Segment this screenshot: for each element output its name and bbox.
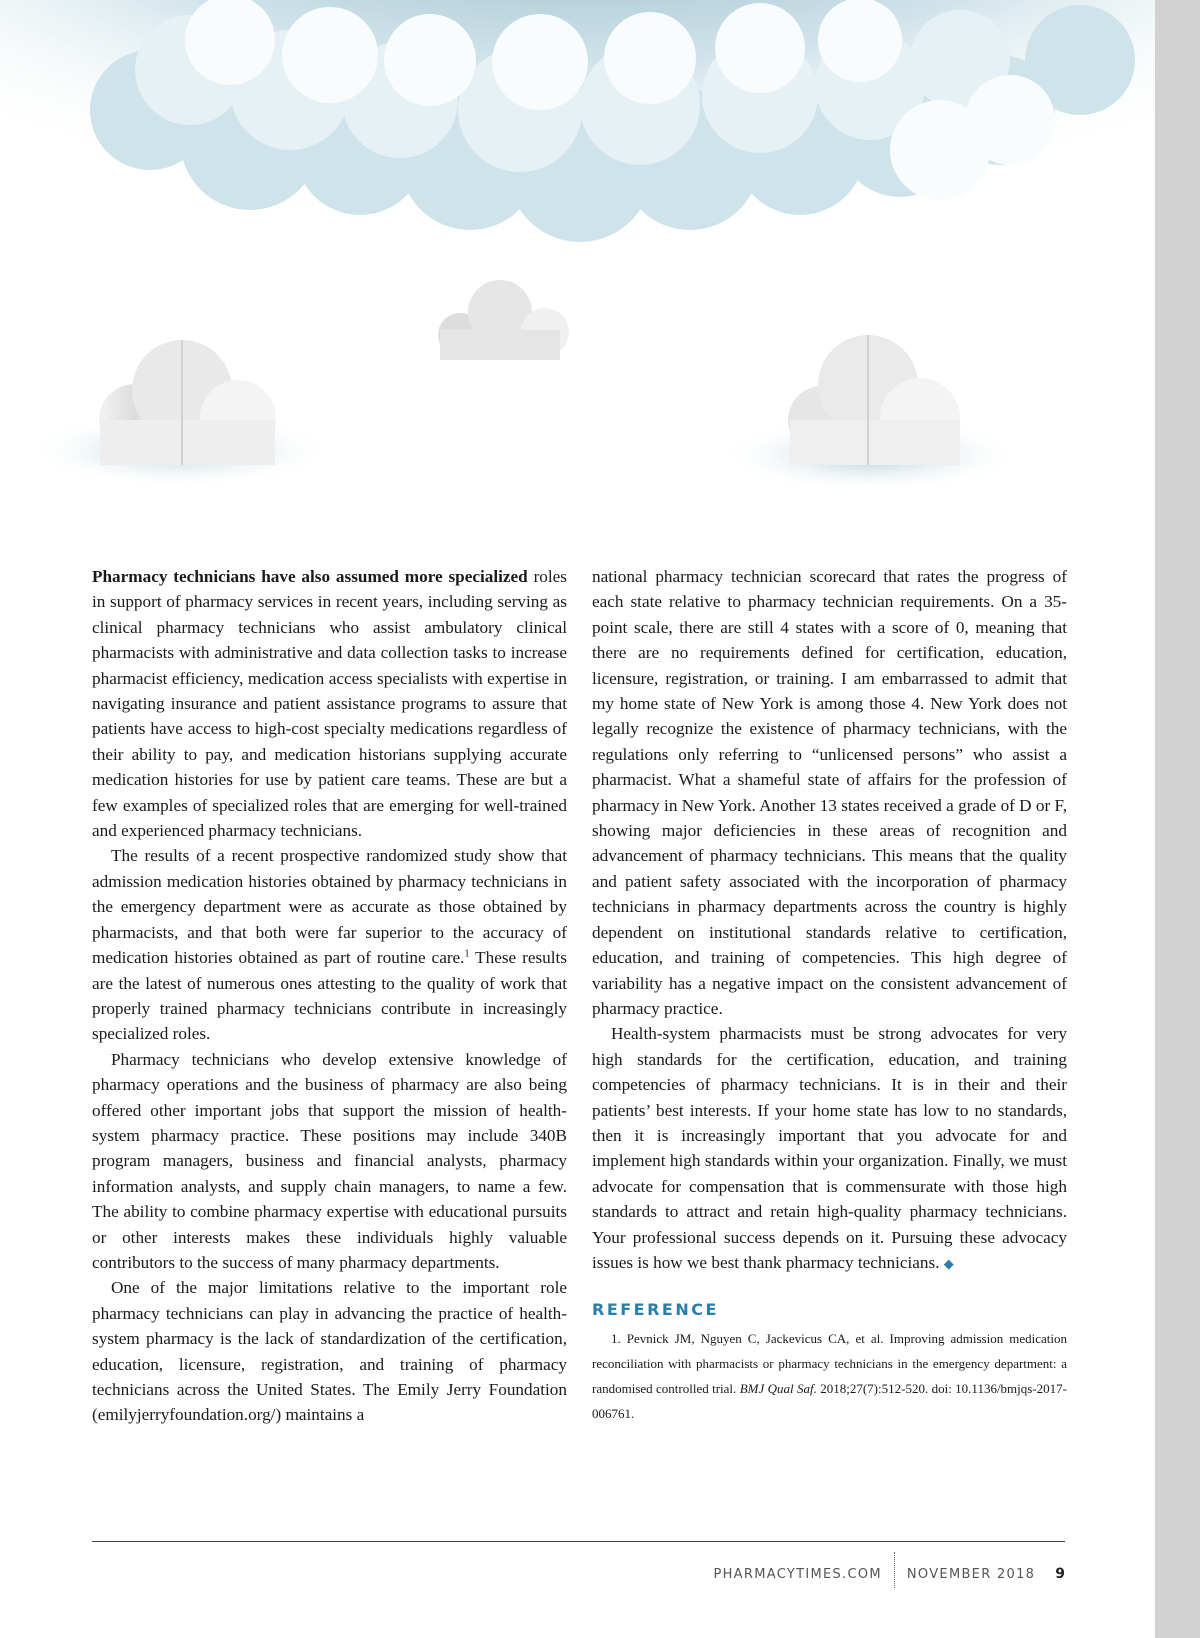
- footer-site: PHARMACYTIMES.COM: [713, 1566, 882, 1582]
- article-right-column: [592, 564, 1067, 1426]
- paragraph: national pharmacy technician scorecard that rates the progress of each state relative to pharmacy technician requirements. On a 35-point scale, there are still 4 states with a score of 0, meaning that there are no requirements defined for certification, education, licensure, registration, or training. I am embarrassed to admit that my home state of New York is among those 4. New York does not legally recognize the existence of pharmacy technicians, with the regulations only referring to “unlicensed persons” who assist a pharmacist. What a shameful state of affairs for the profession of pharmacy in New York. Another 13 states received a grade of D or F, showing major deficiencies in these areas of recognition and advancement of pharmacy technicians. This means that the quality and patient safety associated with the incorporation of pharmacy technicians in pharmacy departments across the country is highly dependent on institutional standards relative to certification, education, and training of competencies. This high degree of variability has a negative impact on the consistent advancement of pharmacy practice.: [592, 567, 1067, 1018]
- reference-heading: REFERENCE: [592, 1300, 719, 1320]
- paragraph: The results of a recent prospective randomized study show that admission medication histories obtained by pharmacy technicians in the emergency department were as accurate as those obtained by pharmacists, and that both were far superior to the accuracy of medication histories obtained as part of routine care.$^1$ These results are the latest of numerous ones attesting to the quality of work that properly trained pharmacy technicians contribute in increasingly specialized roles.: [92, 846, 567, 1044]
- citation-superscript: 1: [464, 948, 470, 960]
- paragraph: Health-system pharmacists must be strong advocates for very high standards for the certification, education, and training competencies of pharmacy technicians. It is in their and their patients’ best interests. If your home state has low to no standards, then it is increasingly important that you advocate for and implement high standards within your organization. Finally, we must advocate for compensation that is commensurate with those high standards to attract and retain high-quality pharmacy technicians. Your professional success depends on it. Pursuing these advocacy issues is how we best thank pharmacy technicians. ◆: [592, 1024, 1067, 1272]
- page-footer: [713, 1556, 1065, 1592]
- footer-separator: [894, 1552, 895, 1588]
- end-mark-icon: ◆: [943, 1255, 954, 1271]
- footer-divider: [92, 1541, 1065, 1542]
- paragraph: One of the major limitations relative to the important role pharmacy technicians can play in advancing the practice of health-system pharmacy is the lack of standardization of the certification, education, licensure, registration, and training of pharmacy technicians across the United States. The Emily Jerry Foundation (emilyjerryfoundation.org/) maintains a: [92, 1278, 567, 1425]
- hero-illustration: [0, 0, 1155, 560]
- lead-in-text: Pharmacy technicians have also assumed more specialized: [92, 567, 528, 586]
- scrollbar[interactable]: [1155, 0, 1200, 1638]
- paragraph: Pharmacy technicians have also assumed more specialized roles in support of pharmacy services in recent years, including serving as clinical pharmacy technicians who assist ambulatory clinical pharmacists with administrative and data collection tasks to increase pharmacist efficiency, medication access specialists with expertise in navigating insurance and patient assistance programs to assure that patients have access to high-cost specialty medications regardless of their ability to pay, and medication historians supplying accurate medication histories for use by patient care teams. These are but a few examples of specialized roles that are emerging for well-trained and experienced pharmacy technicians.: [92, 567, 567, 841]
- reference-entry: 1. Pevnick JM, Nguyen C, Jackevicus CA, et al. Improving admission medication reconciliation with pharmacists or pharmacy technicians in the emergency department: a randomised controlled trial. BMJ Qual Saf. 2018;27(7):512-520. doi: 10.1136/bmjqs-2017-006761.: [592, 1331, 1068, 1422]
- article-left-column: [92, 564, 567, 1428]
- paragraph: Pharmacy technicians who develop extensive knowledge of pharmacy operations and the business of pharmacy are also being offered other important jobs that support the mission of health-system pharmacy practice. These positions may include 340B program managers, business and financial analysts, pharmacy information analysts, and supply chain managers, to name a few. The ability to combine pharmacy expertise with educational pursuits or other interests makes these individuals highly valuable contributors to the success of many pharmacy departments.: [92, 1049, 567, 1272]
- footer-issue: NOVEMBER 2018: [906, 1566, 1036, 1582]
- page-number: 9: [1055, 1566, 1065, 1582]
- journal-name: BMJ Qual Saf.: [739, 1381, 817, 1397]
